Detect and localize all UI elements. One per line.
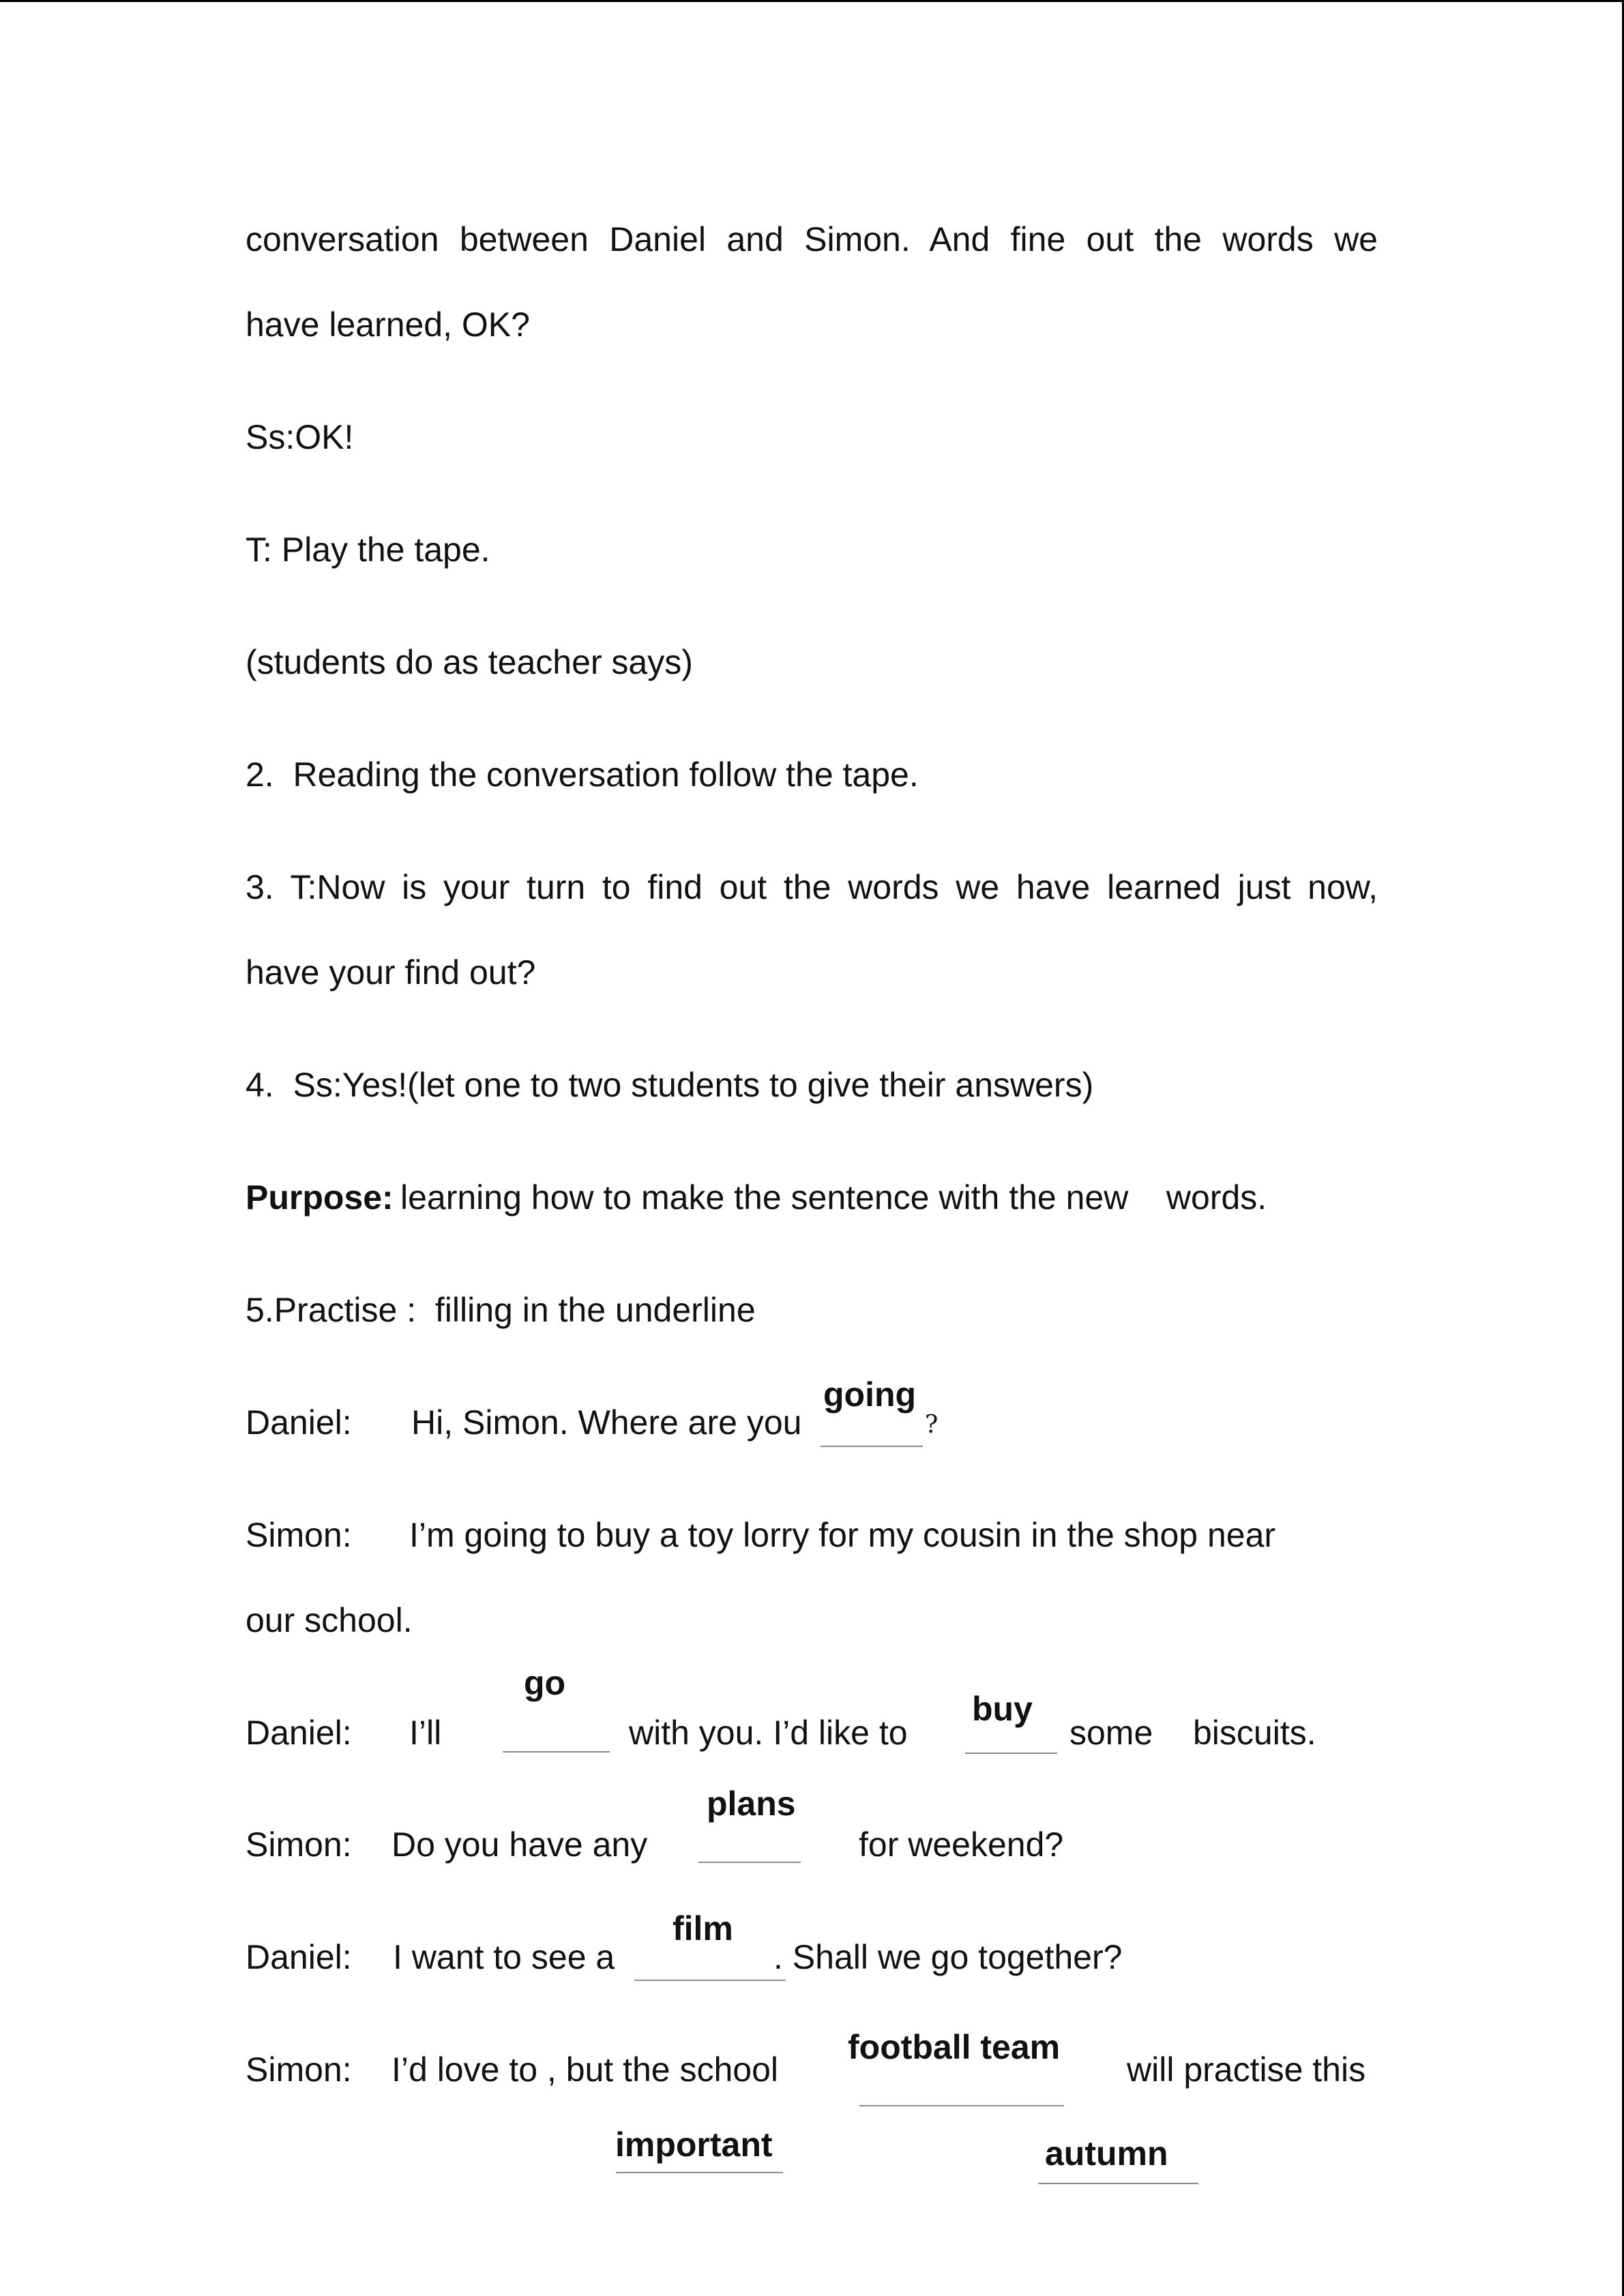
practise-heading: 5.Practise : filling in the underline <box>246 1291 756 1329</box>
dialogue-text: for weekend? <box>859 1825 1064 1864</box>
dialogue-text: I’d love to , but the school <box>392 2051 779 2089</box>
step-3: 3. T:Now is your turn to find out the words we have learned just now, <box>246 868 1378 906</box>
blank-underline <box>965 1753 1057 1754</box>
purpose-label: Purpose: <box>246 1178 394 1217</box>
filled-answer: film <box>673 1909 733 1948</box>
blank-underline <box>1038 2183 1198 2184</box>
speaker-simon: Simon: <box>246 2051 352 2089</box>
dialogue-text: with you. I’d like to <box>629 1714 908 1752</box>
dialogue-text: biscuits. <box>1193 1714 1316 1752</box>
teacher-instruction: T: Play the tape. <box>246 531 490 569</box>
dialogue-text: I’m going to buy a toy lorry for my cousin in the shop near <box>409 1516 1276 1554</box>
speaker-daniel: Daniel: <box>246 1938 352 1976</box>
speaker-daniel: Daniel: <box>246 1403 352 1442</box>
dialogue-text: I’ll <box>409 1714 442 1752</box>
filled-answer: autumn <box>1045 2134 1168 2173</box>
filled-answer: buy <box>972 1690 1033 1728</box>
dialogue-text: Hi, Simon. Where are you <box>411 1403 802 1442</box>
speaker-simon: Simon: <box>246 1825 352 1864</box>
blank-underline <box>634 1980 786 1981</box>
filled-answer: plans <box>707 1785 796 1823</box>
filled-answer: go <box>524 1664 566 1702</box>
dialogue-text: some <box>1069 1714 1153 1752</box>
filled-answer: football team <box>848 2028 1061 2066</box>
dialogue-text: Do you have any <box>392 1825 648 1864</box>
filled-answer: going <box>823 1375 917 1414</box>
step-4: 4. Ss:Yes!(let one to two students to give their answers) <box>246 1066 1094 1104</box>
filled-answer: important <box>615 2126 773 2164</box>
blank-underline <box>698 1862 801 1863</box>
step-3-continued: have your find out? <box>246 953 536 992</box>
step-2: 2. Reading the conversation follow the tape. <box>246 756 919 794</box>
blank-underline <box>503 1751 610 1753</box>
student-response: Ss:OK! <box>246 418 354 456</box>
dialogue-text-continued: our school. <box>246 1601 413 1639</box>
blank-underline <box>859 2105 1064 2106</box>
paragraph-line-2: have learned, OK? <box>246 305 530 344</box>
stage-direction: (students do as teacher says) <box>246 643 693 681</box>
paragraph-line-1: conversation between Daniel and Simon. And fine out the words we <box>246 220 1378 258</box>
blank-underline <box>821 1446 923 1447</box>
blank-underline <box>616 2172 783 2173</box>
speaker-daniel: Daniel: <box>246 1714 352 1752</box>
dialogue-text: will practise this <box>1127 2051 1366 2089</box>
speaker-simon: Simon: <box>246 1516 352 1554</box>
dialogue-text: I want to see a <box>393 1938 615 1976</box>
dialogue-text: . Shall we go together? <box>773 1938 1123 1976</box>
question-mark: ? <box>925 1411 939 1439</box>
purpose-text: learning how to make the sentence with the new words. <box>400 1178 1267 1217</box>
